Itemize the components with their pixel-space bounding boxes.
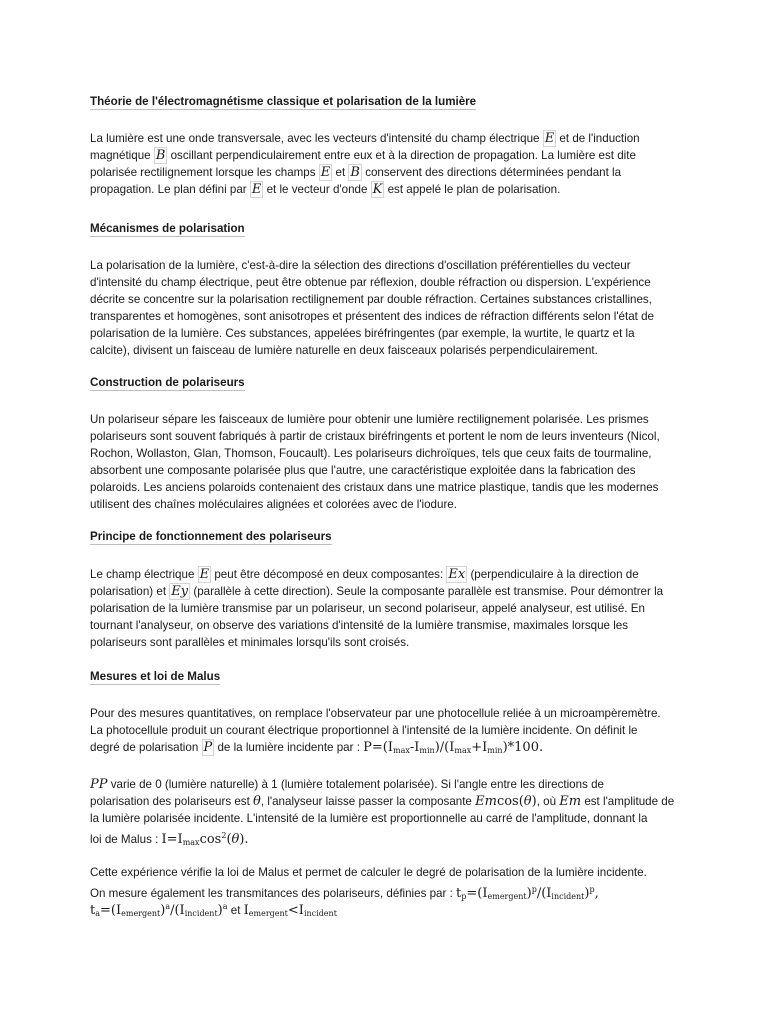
text-line: Cette expérience vérifie la loi de Malus et permet de calculer le degré de polarisation de la lumière incidente. [90,866,647,879]
text-line: Pour des mesures quantitatives, on remplace l'observateur par une photocellule reliée à un microampèremètre. [90,707,661,720]
section-heading-mechanisms: Mécanismes de polarisation [90,222,245,235]
text-line: degré de polarisation P de la lumière incidente par : $P=(I_{max}-I_{min})/(I_{max}+I_{min})*100$. [90,740,544,755]
text-line: polaroids. Les anciens polaroids contenaient des cristaux dans une matrice plastique, tandis que les modernes [90,481,659,494]
text-line: utilisent des chaînes moléculaires alignées et colorées avec de l'iodure. [90,498,457,511]
text-line: polariseurs sont parallèles et minimales lorsqu'ils sont croisés. [90,636,410,649]
text-line: On mesure également les transmitances des polariseurs, définies par : $t_p=(I_{emergent})^p/(I_{incident})^p$, [90,885,599,901]
text-line: Le champ électrique E peut être décomposé en deux composantes: Ex (perpendiculaire à la direction de [90,567,639,582]
text-line: polarisée rectilignement lorsque les champs E et B conservent des directions déterminées pendant la [90,165,622,180]
text-line: magnétique B oscillant perpendiculairement entre eux et à la direction de propagation. La lumière est dite [90,148,636,163]
text-line: polarisation) et Ey (parallèle à cette direction). Seule la composante parallèle est transmise. Pour démontrer la [90,584,664,599]
paragraph-transmittance [90,864,690,918]
section-heading-principle: Principe de fonctionnement des polariseurs [90,530,332,543]
paragraph-malus-law [90,776,690,847]
text-line: transparentes et homogènes, sont anisotropes et présentent des indices de réfraction différents selon l'état de [90,310,655,323]
text-line: polariseurs sont souvent fabriqués à partir de cristaux biréfringents et portent le nom de leurs inventeurs (Nicol, [90,430,660,443]
text-line: décrite se concentre sur la polarisation rectilignement par double réfraction. Certaines substances cristallines, [90,293,652,306]
text-line: Un polariseur sépare les faisceaux de lumière pour obtenir une lumière rectilignement polarisée. Les prismes [90,413,649,426]
text-line: calcite), divisent un faisceau de lumière naturelle en deux faisceaux polarisés perpendiculairement. [90,344,598,357]
text-line: absorbent une composante polarisée plus que l'autre, une caractéristique exploitée dans la fabrication des [90,464,636,477]
formula-tp: $t_p=(I_{emergent})^p/(I_{incident})^p$, [456,885,599,901]
text-line: d'intensité du champ électrique, peut être obtenue par réflexion, double réfraction ou dispersion. L'expérience [90,276,651,289]
paragraph-malus-intro [90,705,690,756]
formula-polarisation-degree: $P=(I_{max}-I_{min})/(I_{max}+I_{min})*100$. [363,740,544,755]
paragraph-theory [90,130,690,198]
formula-ta: $t_a=(I_{emergent})^a/(I_{incident})^a$ [90,902,228,918]
text-line: PP varie de 0 (lumière naturelle) à 1 (lumière totalement polarisée). Si l'angle entre les directions de [90,777,604,792]
formula-inequality: $I_{emergent}<I_{incident}$ [243,903,337,918]
text-line: polarisation de la lumière transmise par un polariseur, un second polariseur, appelé analyseur, est utilisé. En [90,602,645,615]
text-line: La photocellule produit un courant électrique proportionnel à l'intensité de la lumière incidente. On définit le [90,724,638,737]
paragraph-mechanisms [90,257,690,359]
text-line: polarisation des polariseurs est θ, l'analyseur laisse passer la composante Emcos(θ), où Em est l'amplitude de [90,794,675,809]
text-line: la lumière polarisée incidente. L'intensité de la lumière est proportionnelle au carré de l'amplitude, donnant la [90,812,648,825]
text-line: tournant l'analyseur, on observe des variations d'intensité de la lumière transmise, maximales lorsque les [90,619,629,632]
text-line: propagation. Le plan défini par E et le vecteur d'onde K est appelé le plan de polarisation. [90,182,561,197]
text-line: $t_a=(I_{emergent})^a/(I_{incident})^a$ et $I_{emergent}<I_{incident}$ [90,902,337,918]
section-heading-malus: Mesures et loi de Malus [90,670,221,683]
section-heading-theory: Théorie de l'électromagnétisme classique et polarisation de la lumière [90,95,477,108]
text-line: La lumière est une onde transversale, avec les vecteurs d'intensité du champ électrique E et de l'induction [90,131,640,146]
text-line: polarisation de la lumière. Ces substances, appelées biréfringentes (par exemple, la wurtite, le quartz et la [90,327,635,340]
paragraph-construction [90,411,690,513]
formula-malus-law: $I=I_{max}\cos^2(\theta)$. [161,831,249,847]
text-line: La polarisation de la lumière, c'est-à-dire la sélection des directions d'oscillation préférentielles du vecteur [90,259,631,272]
section-heading-construction: Construction de polariseurs [90,376,245,389]
text-line: Rochon, Wollaston, Glan, Thomson, Foucault). Les polariseurs dichroïques, tels que ceux faits de tourmaline, [90,447,652,460]
text-line: loi de Malus : $I=I_{max}\cos^2(\theta)$. [90,831,249,847]
paragraph-principle [90,566,690,651]
